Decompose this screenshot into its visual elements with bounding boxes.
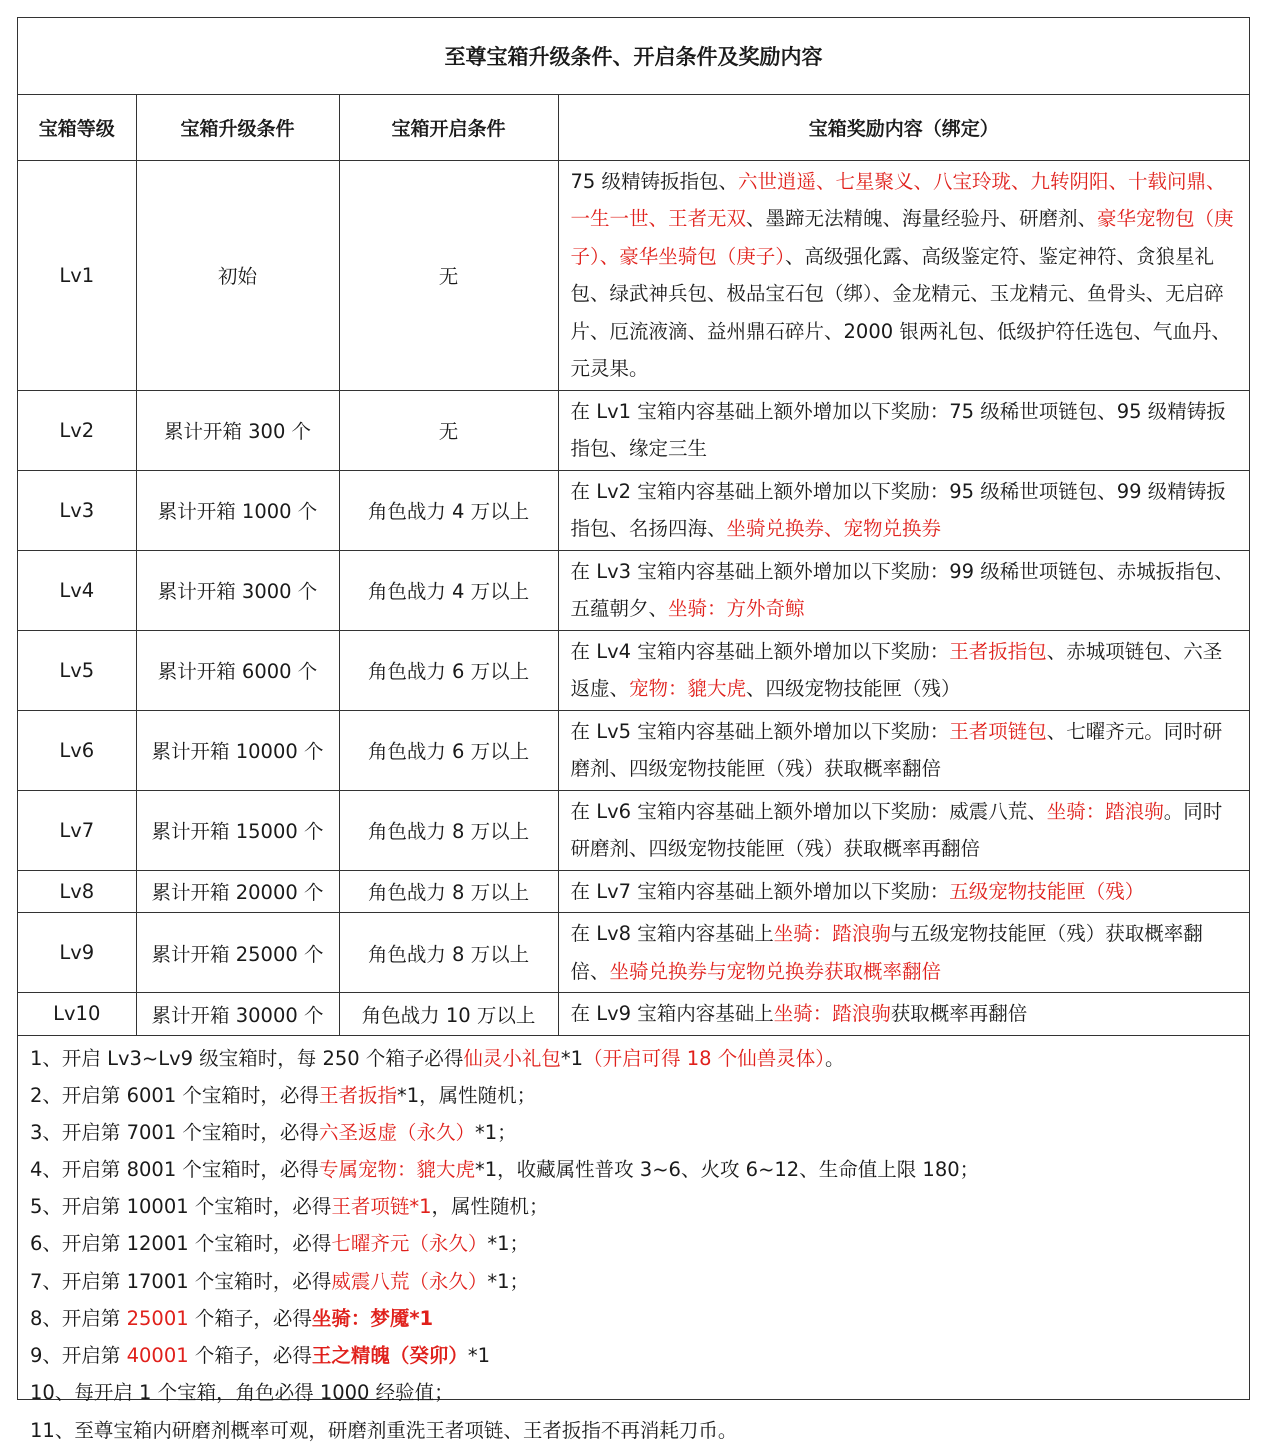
text-segment: 在 Lv5 宝箱内容基础上额外增加以下奖励： [570, 719, 950, 743]
reward-cell [558, 630, 1249, 710]
text-segment: 、高级强化露、高级鉴定符、鉴定神符、贪狼星礼包、绿武神兵包、极品宝石包（绑）、金龙精元、玉龙精元、鱼骨头、无启碎片、厄流液滴、益州鼎石碎片、2000 银两礼包、低级护符任选包、气血丹、元灵果。 [570, 244, 1231, 380]
text-segment: ，属性随机； [431, 1195, 549, 1219]
upgrade-condition-cell: 累计开箱 3000 个 [136, 550, 339, 630]
reward-cell [558, 470, 1249, 550]
note-item [30, 1263, 1237, 1300]
table-row [18, 993, 1249, 1036]
note-item [30, 1411, 1237, 1451]
highlight-text: 王之精魄（癸卯） [311, 1344, 468, 1367]
highlight-text: 坐骑兑换券、宠物兑换券 [726, 517, 942, 540]
level-cell: Lv5 [18, 630, 136, 710]
open-condition-cell: 角色战力 8 万以上 [339, 790, 558, 870]
text-segment: 在 Lv1 宝箱内容基础上额外增加以下奖励：75 级稀世项链包、95 级精铸扳指包、缘定三生 [570, 399, 1226, 460]
table-row [18, 790, 1249, 870]
text-segment: 在 Lv7 宝箱内容基础上额外增加以下奖励： [570, 879, 950, 903]
upgrade-condition-cell: 累计开箱 20000 个 [136, 870, 339, 913]
highlight-text: 坐骑：梦魇*1 [311, 1306, 434, 1330]
text-segment: *1，属性随机； [396, 1083, 537, 1107]
level-cell: Lv7 [18, 790, 136, 870]
text-segment: 9、开启第 [30, 1344, 127, 1367]
highlight-text: 王者项链包 [949, 719, 1047, 743]
table-row [18, 630, 1249, 710]
highlight-text: 七曜齐元（永久） [331, 1232, 488, 1256]
reward-cell [558, 390, 1249, 470]
open-condition-cell: 无 [339, 390, 558, 470]
table-row [18, 470, 1249, 550]
table-row [18, 160, 1249, 390]
text-segment: 7、开启第 17001 个宝箱时，必得 [30, 1269, 332, 1293]
highlight-text: 王者扳指 [318, 1083, 397, 1107]
reward-cell [558, 993, 1249, 1036]
reward-cell [558, 160, 1249, 390]
table-row [18, 390, 1249, 470]
highlight-text: （开启可得 18 个仙兽灵体） [583, 1046, 826, 1070]
note-item [30, 1300, 1237, 1337]
level-cell: Lv2 [18, 390, 136, 470]
level-cell: Lv9 [18, 913, 136, 993]
upgrade-condition-cell: 累计开箱 25000 个 [136, 913, 339, 993]
header-reward: 宝箱奖励内容（绑定） [558, 94, 1249, 160]
highlight-text: 王者项链*1 [331, 1195, 432, 1219]
text-segment: 与五级宠物技能匣（残）获取概率翻倍、 [570, 922, 1203, 983]
open-condition-cell: 角色战力 6 万以上 [339, 630, 558, 710]
upgrade-condition-cell: 累计开箱 30000 个 [136, 993, 339, 1036]
note-item [30, 1040, 1237, 1077]
header-upgrade-condition: 宝箱升级条件 [136, 94, 339, 160]
text-segment: 在 Lv6 宝箱内容基础上额外增加以下奖励：威震八荒、 [570, 799, 1047, 823]
text-segment: 6、开启第 12001 个宝箱时，必得 [30, 1232, 332, 1256]
text-segment: 在 Lv2 宝箱内容基础上额外增加以下奖励：95 级稀世项链包、99 级精铸扳指包、名扬四海、 [570, 479, 1226, 540]
upgrade-condition-cell: 累计开箱 10000 个 [136, 710, 339, 790]
text-segment: *1 [560, 1046, 584, 1070]
table-row [18, 870, 1249, 913]
note-item [30, 1225, 1237, 1262]
level-cell: Lv8 [18, 870, 136, 913]
text-segment: *1； [487, 1232, 530, 1256]
open-condition-cell: 无 [339, 160, 558, 390]
open-condition-cell: 角色战力 10 万以上 [339, 993, 558, 1036]
text-segment: *1，收藏属性普攻 3~6、火攻 6~12、生命值上限 180； [474, 1158, 980, 1182]
reward-cell [558, 790, 1249, 870]
level-cell: Lv1 [18, 160, 136, 390]
note-item [30, 1374, 1237, 1411]
text-segment: 3、开启第 7001 个宝箱时，必得 [30, 1120, 319, 1144]
reward-table-sheet [17, 17, 1250, 1443]
open-condition-cell: 角色战力 6 万以上 [339, 710, 558, 790]
open-condition-cell: 角色战力 8 万以上 [339, 870, 558, 913]
highlight-text: 豪华宠物包（庚子）、豪华坐骑包（庚子） [570, 207, 1234, 268]
text-segment: 5、开启第 10001 个宝箱时，必得 [30, 1195, 332, 1219]
highlight-text: 坐骑：踏浪驹 [1046, 799, 1164, 823]
highlight-text: 专属宠物：貔大虎 [318, 1158, 475, 1182]
text-segment: *1； [487, 1269, 530, 1293]
text-segment: 、七曜齐元。同时研磨剂、四级宠物技能匣（残）获取概率翻倍 [570, 719, 1223, 780]
text-segment: 在 Lv3 宝箱内容基础上额外增加以下奖励：99 级稀世项链包、赤城扳指包、五蕴朝夕、 [570, 559, 1234, 620]
reward-cell [558, 710, 1249, 790]
open-condition-cell: 角色战力 8 万以上 [339, 913, 558, 993]
text-segment: 、四级宠物技能匣（残） [746, 677, 961, 700]
text-segment: 11、至尊宝箱内研磨剂概率可观，研磨剂重洗王者项链、王者扳指不再消耗刀币。 [30, 1419, 738, 1443]
title-row [18, 18, 1249, 94]
table-row [18, 550, 1249, 630]
text-segment: 75 级精铸扳指包、 [570, 169, 739, 193]
text-segment: 1、开启 Lv3~Lv9 级宝箱时，每 250 个箱子必得 [30, 1046, 464, 1070]
upgrade-condition-cell: 累计开箱 6000 个 [136, 630, 339, 710]
text-segment: 4、开启第 8001 个宝箱时，必得 [30, 1158, 319, 1182]
text-segment: 10、每开启 1 个宝箱，角色必得 1000 经验值； [30, 1381, 454, 1405]
upgrade-condition-cell: 累计开箱 300 个 [136, 390, 339, 470]
highlight-text: 仙灵小礼包 [463, 1046, 561, 1070]
header-level: 宝箱等级 [18, 94, 136, 160]
highlight-text: 宠物：貔大虎 [629, 677, 747, 700]
highlight-text: 25001 [126, 1306, 189, 1330]
table-row [18, 710, 1249, 790]
open-condition-cell: 角色战力 4 万以上 [339, 470, 558, 550]
level-cell: Lv4 [18, 550, 136, 630]
text-segment: 。 [825, 1046, 845, 1070]
text-segment: 在 Lv8 宝箱内容基础上 [570, 922, 774, 945]
text-segment: 、赤城项链包、六圣返虚、 [570, 639, 1223, 700]
highlight-text: 六圣返虚（永久） [318, 1120, 475, 1144]
notes-cell [18, 1035, 1249, 1455]
text-segment: 、墨蹄无法精魄、海量经验丹、研磨剂、 [746, 207, 1098, 230]
text-segment: 。同时研磨剂、四级宠物技能匣（残）获取概率再翻倍 [570, 799, 1223, 860]
level-cell: Lv10 [18, 993, 136, 1036]
highlight-text: 坐骑兑换券与宠物兑换券获取概率翻倍 [609, 959, 942, 983]
table-title: 至尊宝箱升级条件、开启条件及奖励内容 [18, 18, 1249, 94]
notes-row [18, 1035, 1249, 1455]
header-open-condition: 宝箱开启条件 [339, 94, 558, 160]
highlight-text: 40001 [126, 1344, 189, 1367]
reward-cell [558, 550, 1249, 630]
table-row [18, 913, 1249, 993]
text-segment: 个箱子，必得 [188, 1344, 312, 1367]
text-segment: 在 Lv4 宝箱内容基础上额外增加以下奖励： [570, 639, 950, 663]
note-item [30, 1337, 1237, 1374]
reward-cell [558, 913, 1249, 993]
note-item [30, 1188, 1237, 1225]
reward-table [18, 18, 1249, 1455]
note-item [30, 1151, 1237, 1188]
highlight-text: 王者扳指包 [949, 639, 1047, 663]
level-cell: Lv6 [18, 710, 136, 790]
text-segment: 2、开启第 6001 个宝箱时，必得 [30, 1083, 319, 1107]
text-segment: 个箱子，必得 [188, 1306, 312, 1330]
text-segment: *1； [474, 1120, 517, 1144]
header-row [18, 94, 1249, 160]
text-segment: *1 [467, 1344, 491, 1367]
note-item [30, 1077, 1237, 1114]
reward-cell [558, 870, 1249, 913]
text-segment: 在 Lv9 宝箱内容基础上 [570, 1002, 774, 1025]
open-condition-cell: 角色战力 4 万以上 [339, 550, 558, 630]
upgrade-condition-cell: 初始 [136, 160, 339, 390]
text-segment: 8、开启第 [30, 1306, 127, 1330]
text-segment: 获取概率再翻倍 [890, 1002, 1028, 1025]
highlight-text: 六世逍遥、七星聚义、八宝玲珑、九转阴阳、十载问鼎、一生一世、王者无双 [570, 169, 1226, 230]
highlight-text: 五级宠物技能匣（残） [949, 879, 1145, 903]
upgrade-condition-cell: 累计开箱 15000 个 [136, 790, 339, 870]
highlight-text: 坐骑：踏浪驹 [773, 1002, 891, 1025]
upgrade-condition-cell: 累计开箱 1000 个 [136, 470, 339, 550]
level-cell: Lv3 [18, 470, 136, 550]
highlight-text: 威震八荒（永久） [331, 1269, 488, 1293]
highlight-text: 坐骑：踏浪驹 [773, 922, 891, 945]
note-item [30, 1114, 1237, 1151]
highlight-text: 坐骑：方外奇鲸 [668, 597, 805, 620]
